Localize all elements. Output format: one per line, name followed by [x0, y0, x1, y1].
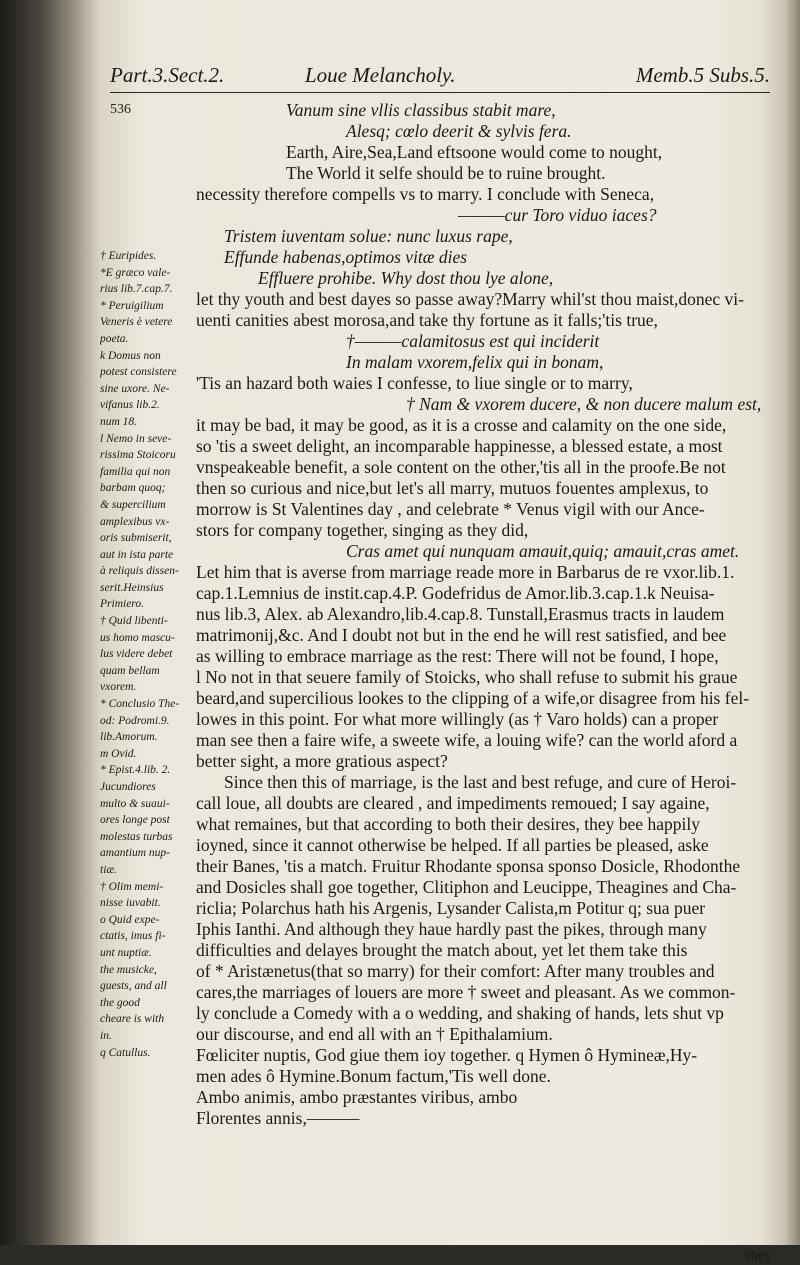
text-line: as willing to embrace marriage as the rest: There will not be found, I hope,	[196, 646, 719, 666]
text-line: what remaines, but that according to both their desires, they bee happily	[196, 814, 700, 834]
verse-line: Alesq; cœlo deerit & sylvis fera.	[346, 121, 572, 141]
text-line: of * Aristænetus(that so marry) for their comfort: After many troubles and	[196, 961, 715, 981]
text-line: beard,and supercilious lookes to the clipping of a wife,or disagree from his fel-	[196, 688, 750, 708]
margin-line: barbam quoq;	[100, 482, 166, 495]
margin-line: oris submiserit,	[100, 532, 172, 545]
text-line: cares,the marriages of louers are more † sweet and pleasant. As we common-	[196, 982, 736, 1002]
text-line: Ambo animis, ambo præstantes viribus, ambo	[196, 1087, 518, 1107]
text-line: l No not in that seuere family of Stoicks, who shall refuse to submit his graue	[196, 667, 738, 687]
body-text	[196, 100, 786, 1129]
text-line: let thy youth and best dayes so passe away?Marry whil'st thou maist,donec vi-	[196, 289, 744, 309]
margin-line: unt nuptiæ.	[100, 946, 152, 959]
margin-line: serit.Heinsius	[100, 581, 164, 594]
text-line: Florentes annis,———	[196, 1108, 360, 1128]
text-line: uenti canities abest morosa,and take thy fortune as it falls;'tis true,	[196, 310, 658, 330]
text-line: then so curious and nice,but let's all marry, mutuos fouentes amplexus, to	[196, 478, 709, 498]
margin-line: guests, and all	[100, 980, 167, 993]
margin-line: aut in ista parte	[100, 548, 174, 561]
text-line: vnspeakeable benefit, a sole content on the other,'tis all in the proofe.Be not	[196, 457, 726, 477]
margin-line: rius lib.7.cap.7.	[100, 283, 173, 296]
verse-line: Cras amet qui nunquam amauit,quiq; amauit,cras amet.	[346, 541, 740, 561]
margin-line: vifanus lib.2.	[100, 399, 160, 412]
text-line: cap.1.Lemnius de instit.cap.4.P. Godefridus de Amor.lib.3.cap.1.k Neuisa-	[196, 583, 715, 603]
margin-line: lib.Amorum.	[100, 731, 158, 744]
margin-line: od: Podromi.9.	[100, 714, 170, 727]
margin-line: * Conclusio The-	[100, 698, 180, 711]
text-line: 'Tis an hazard both waies I confesse, to liue single or to marry,	[196, 373, 633, 393]
margin-line: amantium nup-	[100, 847, 170, 860]
margin-line: † Quid libenti-	[100, 615, 168, 628]
text-line: Let him that is averse from marriage reade more in Barbarus de re vxor.lib.1.	[196, 562, 735, 582]
margin-line: Jucundiores	[100, 781, 156, 793]
margin-line: & supercilium	[100, 498, 166, 511]
margin-line: sine uxore. Ne-	[100, 382, 170, 395]
text-line: men ades ô Hymine.Bonum factum,'Tis well done.	[196, 1066, 551, 1086]
margin-line: Primiero.	[100, 598, 144, 611]
margin-line: tiæ.	[100, 863, 117, 876]
text-line: riclia; Polarchus hath his Argenis, Lysander Calista,m Potitur q; sua puer	[196, 898, 706, 918]
margin-line: amplexibus vx-	[100, 515, 170, 528]
margin-line: multo & suaui-	[100, 797, 170, 810]
header-title: Loue Melancholy.	[305, 63, 456, 87]
running-header	[110, 62, 770, 93]
text-line: better sight, a more gratious aspect?	[196, 751, 448, 771]
text-line: it may be bad, it may be good, as it is a crosse and calamity on the one side,	[196, 415, 727, 435]
margin-line: nisse iuvabit.	[100, 897, 161, 910]
text-line: stors for company together, singing as they did,	[196, 520, 529, 540]
text-line: and Dosicles shall goe together, Clitiphon and Leucippe, Theagines and Cha-	[196, 877, 737, 897]
header-section: Part.3.Sect.2.	[110, 63, 225, 87]
margin-line: the musicke,	[100, 963, 157, 976]
margin-line: num 18.	[100, 415, 138, 428]
text-line: lowes in this point. For what more willingly (as † Varo holds) can a proper	[196, 709, 719, 729]
margin-line: à reliquis dissen-	[100, 565, 179, 578]
verse-line: Tristem iuventam solue: nunc luxus rape,	[224, 226, 513, 246]
margin-line: cheare is with	[100, 1013, 165, 1026]
margin-line: potest consistere	[100, 366, 177, 379]
text-line: their Banes, 'tis a match. Fruitur Rhodante sponsa sponso Dosicle, Rhodonthe	[196, 856, 741, 876]
verse-line: Effluere prohibe. Why dost thou lye alone,	[258, 268, 554, 288]
text-line: Iphis Ianthi. And although they haue hardly past the pikes, through many	[196, 919, 707, 939]
margin-line: l Nemo in seve-	[100, 432, 172, 445]
margin-line: m Ovid.	[100, 747, 137, 760]
margin-line: * Peruigilium	[100, 299, 164, 312]
margin-line: * Epist.4.lib. 2.	[100, 764, 171, 777]
text-line: ly conclude a Comedy with a o wedding, and shaking of hands, lets shut vp	[196, 1003, 724, 1023]
verse-line: Effunde habenas,optimos vitæ dies	[224, 247, 468, 267]
text-line: matrimonij,&c. And I doubt not but in the end he will rest satisfied, and bee	[196, 625, 727, 645]
margin-line: quam bellam	[100, 664, 160, 677]
text-line: Since then this of marriage, is the last and best refuge, and cure of Heroi-	[224, 772, 737, 792]
verse-line: †———calamitosus est qui inciderit	[346, 331, 600, 351]
margin-line: vxorem.	[100, 681, 137, 694]
text-line: ioyned, since it cannot otherwise be helped. If all parties be pleased, aske	[196, 835, 709, 855]
margin-line: us homo mascu-	[100, 631, 175, 644]
margin-line: q Catullus.	[100, 1046, 151, 1059]
margin-line: poeta.	[100, 332, 129, 345]
book-page	[100, 20, 790, 1264]
catchword: they	[746, 1248, 772, 1264]
text-line: so 'tis a sweet delight, an incomparable happinesse, a blessed estate, a most	[196, 436, 723, 456]
page-number: 536	[110, 102, 131, 117]
margin-line: ores longe post	[100, 814, 170, 827]
text-line: Fœliciter nuptis, God giue them ioy together. q Hymen ô Hymineæ,Hy-	[196, 1045, 698, 1065]
margin-line: in.	[100, 1029, 112, 1042]
margin-line: the good	[100, 996, 140, 1009]
text-line: necessity therefore compells vs to marry. I conclude with Seneca,	[196, 184, 655, 204]
margin-line: k Domus non	[100, 349, 161, 362]
verse-line: Vanum sine vllis classibus stabit mare,	[286, 100, 556, 120]
margin-line: rissima Stoicoru	[100, 449, 176, 462]
text-line: The World it selfe should be to ruine brought.	[286, 163, 606, 183]
margin-line: † Olim memi-	[100, 880, 164, 893]
margin-line: lus videre debet	[100, 648, 173, 661]
header-member: Memb.5 Subs.5.	[635, 63, 770, 87]
margin-line: † Euripides.	[100, 250, 157, 262]
verse-line: In malam vxorem,felix qui in bonam,	[346, 352, 604, 372]
margin-line: familia qui non	[100, 465, 171, 478]
text-line: Earth, Aire,Sea,Land eftsoone would come to nought,	[286, 142, 663, 162]
margin-line: o Quid expe-	[100, 913, 160, 926]
margin-line: Veneris è vetere	[100, 316, 173, 329]
text-line: difficulties and delayes brought the match about, yet let them take this	[196, 940, 688, 960]
margin-line: ctatis, imus fi-	[100, 930, 166, 943]
verse-line: ———cur Toro viduo iaces?	[458, 205, 657, 225]
text-line: man see then a faire wife, a sweete wife, a louing wife? can the world aford a	[196, 730, 738, 750]
verse-line: † Nam & vxorem ducere, & non ducere malum est,	[406, 394, 762, 414]
text-line: morrow is St Valentines day , and celebrate * Venus vigil with our Ance-	[196, 499, 705, 519]
text-line: nus lib.3, Alex. ab Alexandro,lib.4.cap.8. Tunstall,Erasmus tracts in laudem	[196, 604, 725, 624]
margin-line: molestas turbas	[100, 830, 173, 843]
text-line: call loue, all doubts are cleared , and impediments remoued; I say againe,	[196, 793, 710, 813]
margin-line: *E græco vale-	[100, 266, 171, 279]
marginal-notes	[100, 248, 190, 1061]
text-line: our discourse, and end all with an † Epithalamium.	[196, 1024, 553, 1044]
